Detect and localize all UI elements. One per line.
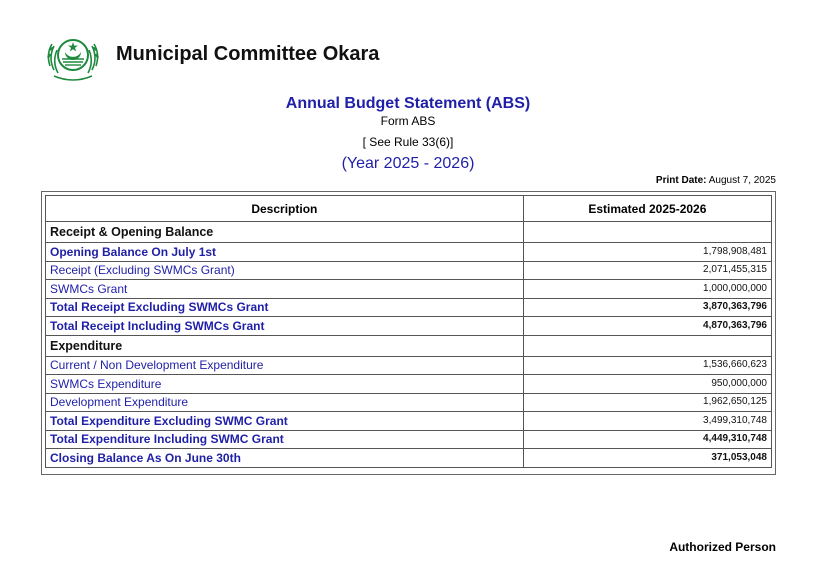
table-row <box>46 412 772 431</box>
column-header-description: Description <box>46 196 524 222</box>
table-row <box>46 280 772 299</box>
row-amount: 950,000,000 <box>523 375 771 394</box>
print-date-label: Print Date: <box>655 175 707 186</box>
table-body <box>46 222 772 468</box>
row-description: Opening Balance On July 1st <box>46 243 524 262</box>
row-description: Current / Non Development Expenditure <box>46 356 524 375</box>
row-amount: 4,870,363,796 <box>523 317 771 336</box>
row-description: Receipt & Opening Balance <box>46 222 524 243</box>
section-row <box>46 335 772 356</box>
table-row <box>46 393 772 412</box>
table-header-row <box>46 196 772 222</box>
fiscal-year: (Year 2025 - 2026) <box>341 155 475 172</box>
row-amount <box>523 222 771 243</box>
print-date-value: August 7, 2025 <box>708 175 776 186</box>
row-amount: 4,449,310,748 <box>523 430 771 449</box>
organization-name: Municipal Committee Okara <box>116 42 380 65</box>
column-header-estimated: Estimated 2025-2026 <box>523 196 771 222</box>
row-description: Total Receipt Including SWMCs Grant <box>46 317 524 336</box>
table-row <box>46 243 772 262</box>
row-description: Closing Balance As On June 30th <box>46 449 524 468</box>
row-description: Development Expenditure <box>46 393 524 412</box>
row-amount: 371,053,048 <box>523 449 771 468</box>
row-description: Total Expenditure Excluding SWMC Grant <box>46 412 524 431</box>
page-header <box>42 26 379 88</box>
table-row <box>46 430 772 449</box>
table-row <box>46 298 772 317</box>
print-date <box>656 175 776 186</box>
row-amount: 2,071,455,315 <box>523 261 771 280</box>
section-row <box>46 222 772 243</box>
row-amount: 1,798,908,481 <box>523 243 771 262</box>
row-description: Total Expenditure Including SWMC Grant <box>46 430 524 449</box>
row-amount: 3,499,310,748 <box>523 412 771 431</box>
row-amount: 1,000,000,000 <box>523 280 771 299</box>
authorized-person-label: Authorized Person <box>669 540 776 554</box>
row-amount: 3,870,363,796 <box>523 298 771 317</box>
table-row <box>46 356 772 375</box>
row-amount <box>523 335 771 356</box>
budget-table <box>45 195 772 468</box>
row-description: Expenditure <box>46 335 524 356</box>
table-row <box>46 261 772 280</box>
budget-table-frame <box>41 191 776 475</box>
rule-reference: [ See Rule 33(6)] <box>362 135 454 149</box>
statement-titles <box>0 94 816 174</box>
row-amount: 1,536,660,623 <box>523 356 771 375</box>
row-description: SWMCs Expenditure <box>46 375 524 394</box>
row-description: Total Receipt Excluding SWMCs Grant <box>46 298 524 317</box>
row-amount: 1,962,650,125 <box>523 393 771 412</box>
form-label: Form ABS <box>380 114 436 128</box>
row-description: SWMCs Grant <box>46 280 524 299</box>
table-row <box>46 375 772 394</box>
table-row <box>46 317 772 336</box>
punjab-government-emblem-icon <box>42 26 104 88</box>
table-row <box>46 449 772 468</box>
row-description: Receipt (Excluding SWMCs Grant) <box>46 261 524 280</box>
statement-title: Annual Budget Statement (ABS) <box>285 95 531 112</box>
